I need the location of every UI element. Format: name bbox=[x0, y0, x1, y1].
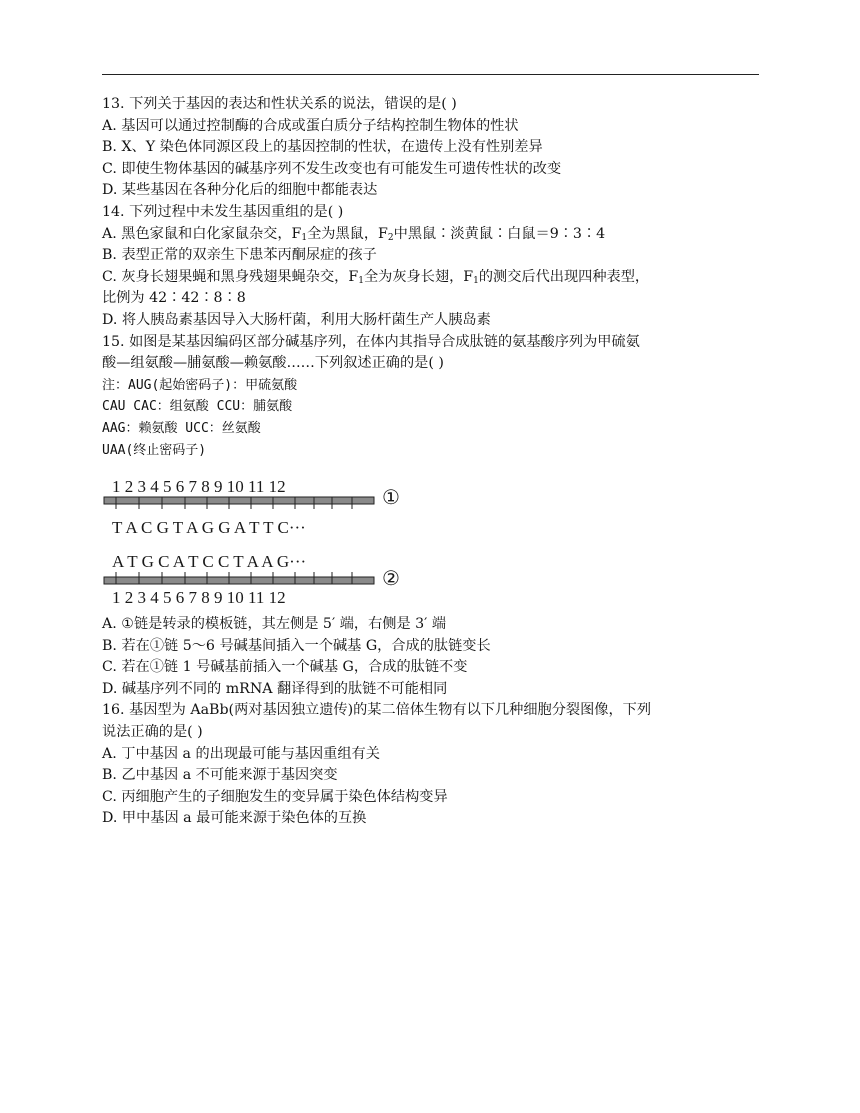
strand1-label: ① bbox=[382, 485, 400, 510]
q15-option-b: B. 若在①链 5～6 号碱基间插入一个碱基 G，合成的肽链变长 bbox=[102, 637, 491, 654]
strand1-ruler bbox=[104, 497, 374, 504]
strand2-label: ② bbox=[382, 566, 400, 591]
q16-stem-line2: 说法正确的是( ) bbox=[102, 724, 203, 741]
q14-option-a: A. 黑色家鼠和白化家鼠杂交，$F_1$全为黑鼠，$F_2$中黑鼠∶淡黄鼠∶白鼠＝9∶3∶4 bbox=[102, 225, 606, 243]
q13-option-b: B. X、Y 染色体同源区段上的基因控制的性状，在遗传上没有性别差异 bbox=[102, 139, 543, 156]
q14-option-c: C. 灰身长翅果蝇和黑身残翅果蝇杂交，$F_1$全为灰身长翅，$F_1$的测交后代出现四种表型， bbox=[102, 268, 650, 286]
q14-option-c-continued: 比例为 42∶42∶8∶8 bbox=[102, 290, 246, 307]
dna-sequence-figure bbox=[102, 475, 412, 610]
q15-stem-line1: 15. 如图是某基因编码区部分碱基序列，在体内其指导合成肽链的氨基酸序列为甲硫氨 bbox=[102, 333, 640, 350]
q13-option-c: C. 即使生物体基因的碱基序列不发生改变也有可能发生可遗传性状的改变 bbox=[102, 160, 562, 177]
strand2-position-numbers: 1 2 3 4 5 6 7 8 9 10 11 12 bbox=[112, 588, 286, 608]
q16-option-b: B. 乙中基因 a 不可能来源于基因突变 bbox=[102, 767, 338, 784]
q15-note-2: CAU CAC：组氨酸 CCU：脯氨酸 bbox=[102, 399, 293, 415]
q13-stem: 13. 下列关于基因的表达和性状关系的说法，错误的是( ) bbox=[102, 96, 457, 112]
q13-option-d: D. 某些基因在各种分化后的细胞中都能表达 bbox=[102, 182, 378, 199]
strand1-sequence: T A C G T A G G A T T C··· bbox=[112, 518, 306, 538]
q15-option-a: A. ①链是转录的模板链，其左侧是 5′ 端，右侧是 3′ 端 bbox=[102, 616, 447, 633]
q16-option-d: D. 甲中基因 a 最可能来源于染色体的互换 bbox=[102, 810, 367, 827]
q16-option-a: A. 丁中基因 a 的出现最可能与基因重组有关 bbox=[102, 745, 380, 762]
q16-stem-line1: 16. 基因型为 AaBb(两对基因独立遗传)的某二倍体生物有以下几种细胞分裂图像，下列 bbox=[102, 702, 652, 719]
q15-option-d: D. 碱基序列不同的 mRNA 翻译得到的肽链不可能相同 bbox=[102, 680, 448, 697]
strand2-ruler bbox=[104, 577, 374, 584]
header-rule bbox=[102, 74, 759, 75]
strand2-sequence: A T G C A T C C T A A G··· bbox=[112, 552, 307, 572]
question-sheet bbox=[102, 94, 762, 830]
q15-stem-line2: 酸—组氨酸—脯氨酸—赖氨酸……下列叙述正确的是( ) bbox=[102, 355, 444, 372]
q15-note-3: AAG：赖氨酸 UCC：丝氨酸 bbox=[102, 420, 261, 436]
strand1-position-numbers: 1 2 3 4 5 6 7 8 9 10 11 12 bbox=[112, 477, 286, 497]
q15-note-4: UAA(终止密码子) bbox=[102, 442, 207, 458]
q14-stem: 14. 下列过程中未发生基因重组的是( ) bbox=[102, 203, 344, 220]
q14-option-b: B. 表型正常的双亲生下患苯丙酮尿症的孩子 bbox=[102, 247, 377, 264]
q13-option-a: A. 基因可以通过控制酶的合成或蛋白质分子结构控制生物体的性状 bbox=[102, 117, 519, 134]
q16-option-c: C. 丙细胞产生的子细胞发生的变异属于染色体结构变异 bbox=[102, 788, 448, 805]
q15-option-c: C. 若在①链 1 号碱基前插入一个碱基 G，合成的肽链不变 bbox=[102, 659, 468, 676]
q14-option-d: D. 将人胰岛素基因导入大肠杆菌，利用大肠杆菌生产人胰岛素 bbox=[102, 311, 491, 328]
q15-note-1: 注：AUG(起始密码子)：甲硫氨酸 bbox=[102, 377, 298, 393]
